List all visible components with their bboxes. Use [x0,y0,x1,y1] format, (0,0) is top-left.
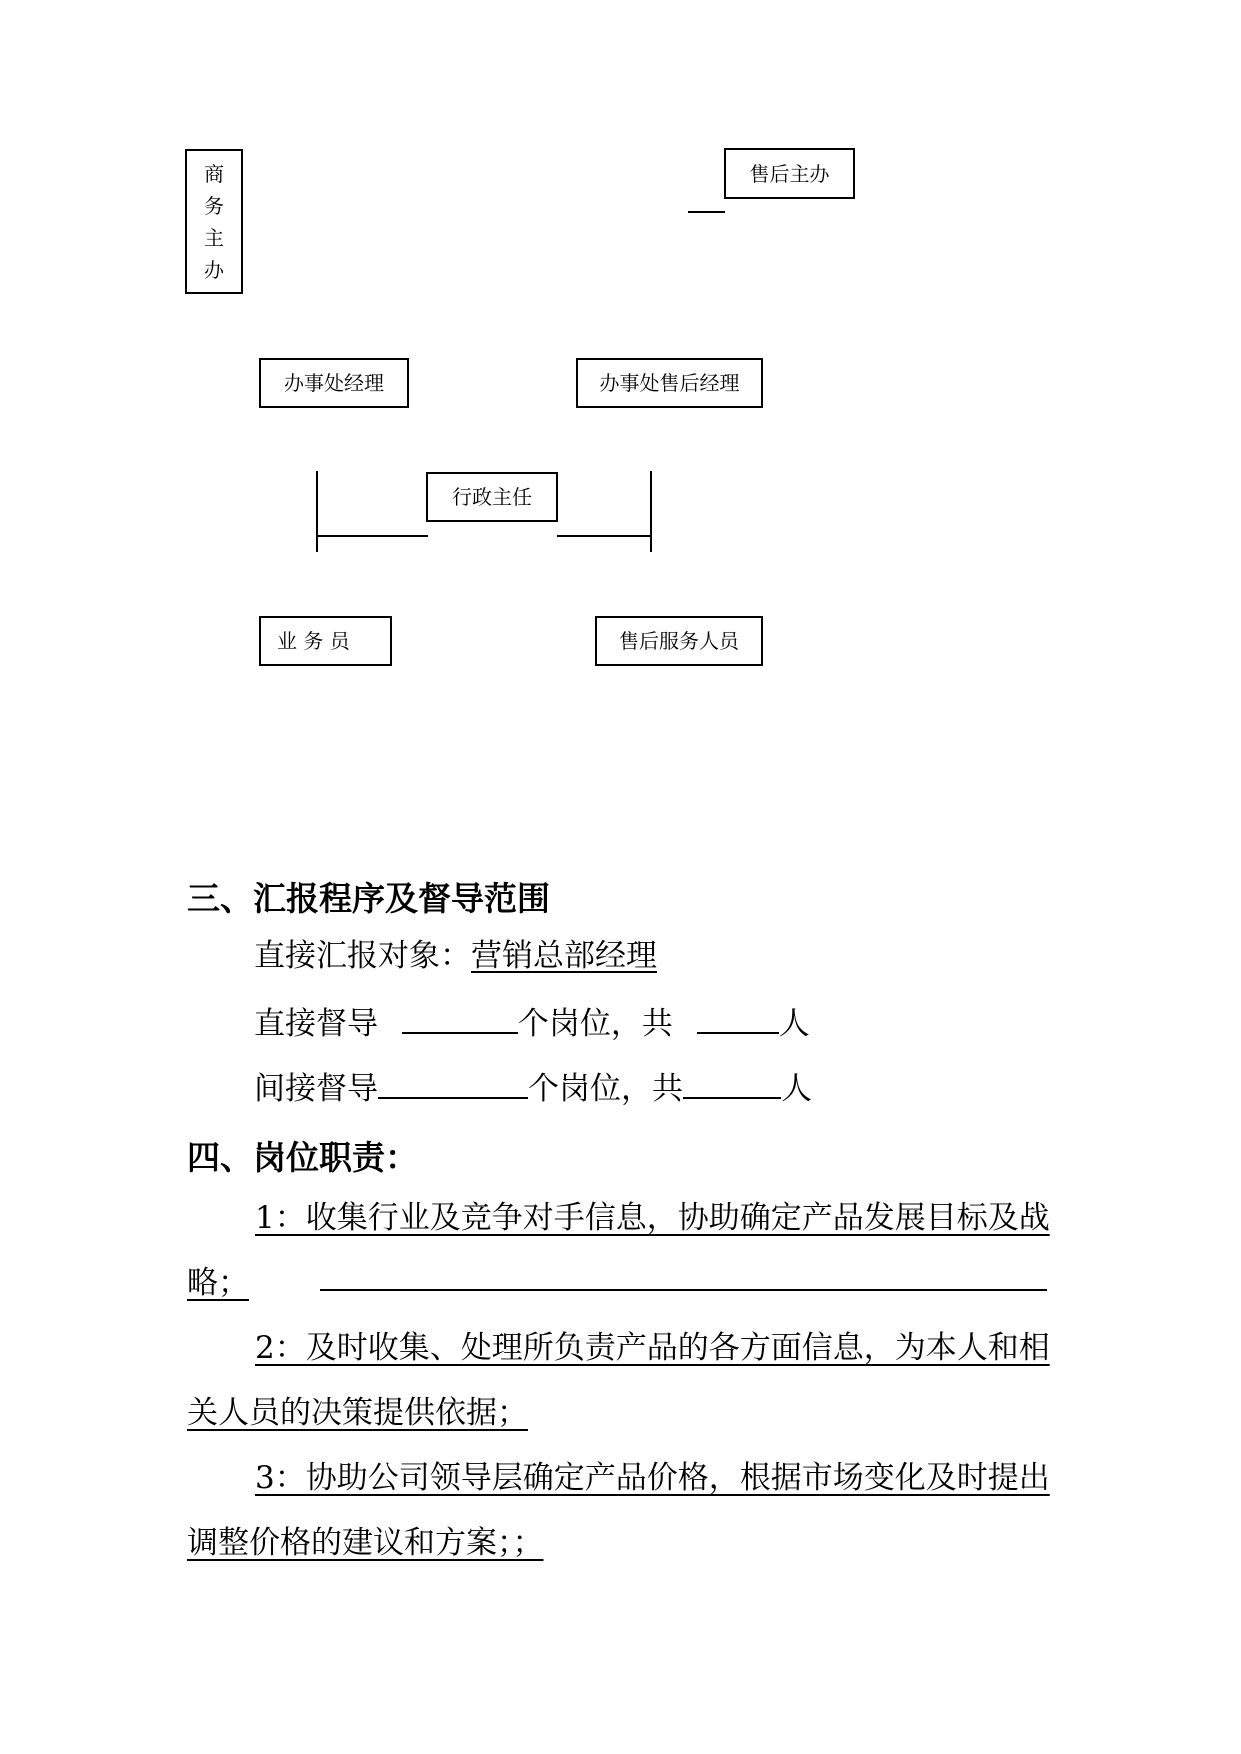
box-admin-head-label: 行政主任 [452,485,532,509]
report-label: 直接汇报对象： [254,938,471,974]
connector-line [688,211,725,213]
indirect-unit: 人 [781,1071,812,1107]
box-business-officer-char: 主 [204,225,224,250]
box-after-sales-staff [595,616,763,666]
box-office-after-sales-manager [576,358,763,408]
direct-people-blank [697,1002,779,1034]
indirect-supervision-line [254,1067,812,1108]
indirect-people-blank [683,1067,781,1099]
box-office-after-sales-manager-label: 办事处售后经理 [599,371,740,395]
box-salesperson [259,616,392,666]
duty-item [187,1186,1051,1316]
section-4-heading: 四、岗位职责： [187,1138,418,1177]
box-office-manager [259,358,409,408]
box-business-officer [185,149,243,294]
box-business-officer-char: 商 [204,161,224,186]
box-after-sales-staff-label: 售后服务人员 [619,629,739,653]
connector-line [316,535,428,537]
indirect-label: 间接督导 [254,1071,378,1107]
connector-line [316,471,318,552]
box-admin-head [426,472,558,522]
duty-text: 2：及时收集、处理所负责产品的各方面信息，为本人和相关人员的决策提供依据； [187,1330,1050,1431]
box-salesperson-label: 业 务 员 [277,629,350,653]
report-line [254,938,657,975]
box-after-sales-officer [724,148,855,199]
indirect-positions-blank [378,1067,528,1099]
direct-mid: 个岗位，共 [517,1006,673,1042]
indirect-mid: 个岗位，共 [528,1071,683,1107]
box-business-officer-char: 办 [204,257,224,282]
connector-line [650,471,652,552]
box-business-officer-char: 务 [204,193,224,218]
direct-positions-blank [402,1002,518,1034]
connector-line [557,535,652,537]
duty-underline-extension [320,1289,1047,1291]
duty-item [187,1316,1051,1446]
box-after-sales-officer-label: 售后主办 [749,161,830,186]
direct-unit: 人 [778,1006,810,1042]
duty-text: 1：收集行业及竞争对手信息，协助确定产品发展目标及战略； [187,1200,1050,1301]
section-3-heading: 三、汇报程序及督导范围 [187,879,550,918]
report-target: 营销总部经理 [471,938,657,974]
duty-item [187,1446,1051,1576]
direct-label: 直接督导 [254,1006,378,1042]
direct-supervision-line [254,1002,810,1043]
box-office-manager-label: 办事处经理 [284,371,384,395]
duty-text: 3：协助公司领导层确定产品价格，根据市场变化及时提出调整价格的建议和方案；； [187,1460,1050,1561]
